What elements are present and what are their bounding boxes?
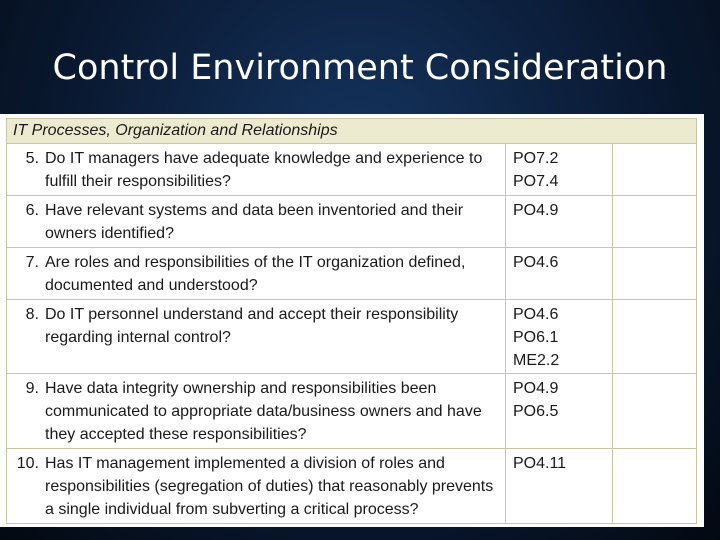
reference-cell: PO4.11 <box>506 449 613 523</box>
question-cell <box>7 449 506 523</box>
blank-cell <box>613 300 696 373</box>
table-row <box>6 300 697 374</box>
blank-cell <box>613 374 696 448</box>
row-number: 10. <box>16 455 39 472</box>
reference-cell: PO4.6 <box>506 248 613 299</box>
table-row <box>6 374 697 449</box>
table-row <box>6 449 697 524</box>
table-rows <box>6 144 697 524</box>
table-row <box>6 196 697 248</box>
row-number: 8. <box>25 306 39 323</box>
reference-cell: PO4.6 PO6.1 ME2.2 <box>506 300 613 373</box>
blank-cell <box>613 248 696 299</box>
question-cell <box>7 300 506 373</box>
table-row <box>6 248 697 300</box>
question-text: Do IT managers have adequate knowledge and experience to fulfill their responsibilities? <box>45 150 483 190</box>
row-number: 9. <box>25 380 39 397</box>
reference-cell: PO4.9 <box>506 196 613 247</box>
question-cell <box>7 144 506 195</box>
checklist-table <box>0 114 704 527</box>
slide-title: Control Environment Consideration <box>52 48 668 88</box>
section-header: IT Processes, Organization and Relationships <box>6 118 697 144</box>
row-number: 5. <box>25 150 39 167</box>
question-text: Do IT personnel understand and accept their responsibility regarding internal control? <box>45 306 459 346</box>
question-text: Have data integrity ownership and responsibilities been communicated to appropriate data/business owners and have they accepted these responsibilities? <box>45 380 482 443</box>
question-text: Are roles and responsibilities of the IT organization defined, documented and understood? <box>45 254 466 294</box>
reference-cell: PO7.2 PO7.4 <box>506 144 613 195</box>
blank-cell <box>613 144 696 195</box>
question-text: Have relevant systems and data been inventoried and their owners identified? <box>45 202 464 242</box>
question-text: Has IT management implemented a division of roles and responsibilities (segregation of duties) that reasonably prevents a single individual from subverting a critical process? <box>45 455 494 518</box>
table-row <box>6 144 697 196</box>
row-number: 6. <box>25 202 39 219</box>
reference-cell: PO4.9 PO6.5 <box>506 374 613 448</box>
blank-cell <box>613 196 696 247</box>
question-cell <box>7 196 506 247</box>
row-number: 7. <box>25 254 39 271</box>
question-cell <box>7 374 506 448</box>
blank-cell <box>613 449 696 523</box>
question-cell <box>7 248 506 299</box>
